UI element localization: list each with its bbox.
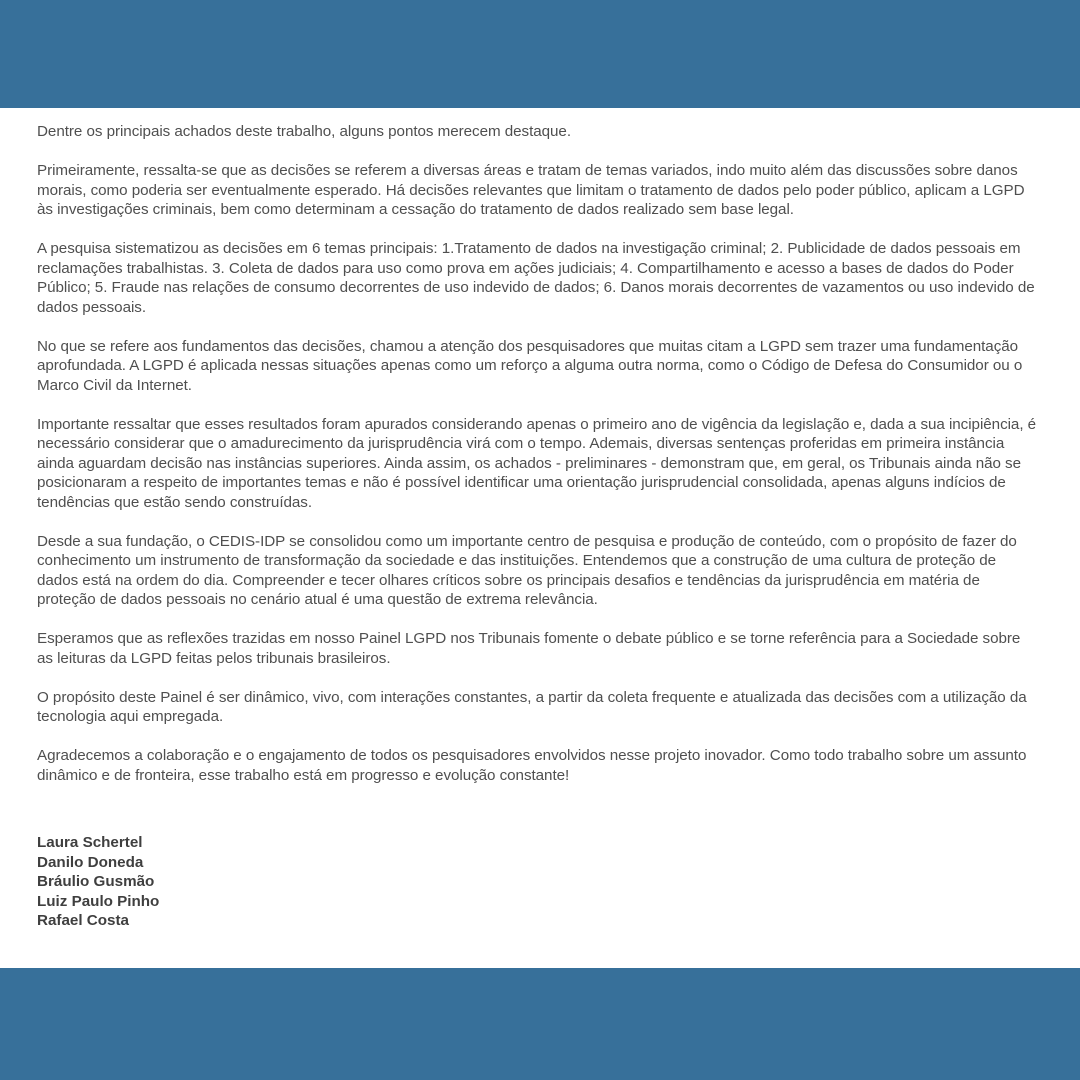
paragraph-hopes: Esperamos que as reflexões trazidas em nosso Painel LGPD nos Tribunais fomente o debate público e se torne referência para a Sociedade sobre as leituras da LGPD feitas pelos tribunais brasileiros. <box>37 630 1021 667</box>
signature-block <box>37 833 1040 931</box>
paragraph-fundamentals: No que se refere aos fundamentos das decisões, chamou a atenção dos pesquisadores que muitas citam a LGPD sem trazer uma fundamentação aprofundada. A LGPD é aplicada nessas situações apenas como um reforço a alguma outra norma, como o Código de Defesa do Consumidor ou o Marco Civil da Internet. <box>37 337 1023 394</box>
paragraph-areas: Primeiramente, ressalta-se que as decisões se referem a diversas áreas e tratam de temas variados, indo muito além das discussões sobre danos morais, como poderia ser eventualmente esperado. Há decisões relevantes que limitam o tratamento de dados pelo poder público, aplicam a LGPD às investigações criminais, bem como determinam a cessação do tratamento de dados realizado sem base legal. <box>37 162 1025 218</box>
paragraph-results: Importante ressaltar que esses resultados foram apurados considerando apenas o primeiro ano de vigência da legislação e, dada a sua incipiência, é necessário considerar que o amadurecimento da jurisprudência virá com o tempo. Ademais, diversas sentenças proferidas em primeira instância ainda aguardam decisão nas instâncias superiores. Ainda assim, os achados - preliminares - demonstram que, em geral, os Tribunais ainda não se posicionaram a respeito de importantes temas e não é possível identificar uma orientação jurisprudencial consolidada, apenas alguns indícios de tendências que estão sendo construídas. <box>37 415 1037 511</box>
signer-name: Luiz Paulo Pinho <box>37 892 160 910</box>
paragraph-themes: A pesquisa sistematizou as decisões em 6 temas principais: 1.Tratamento de dados na investigação criminal; 2. Publicidade de dados pessoais em reclamações trabalhistas. 3. Coleta de dados para uso como prova em ações judiciais; 4. Compartilhamento e acesso a bases de dados do Poder Público; 5. Fraude nas relações de consumo decorrentes de uso indevido de dados; 6. Danos morais decorrentes de vazamentos ou uso indevido de dados pessoais. <box>37 240 1035 316</box>
document-page <box>0 108 1080 968</box>
paragraph-purpose: O propósito deste Painel é ser dinâmico, vivo, com interações constantes, a partir da coleta frequente e atualizada das decisões com a utilização da tecnologia aqui empregada. <box>37 688 1027 725</box>
paragraph-cedis: Desde a sua fundação, o CEDIS-IDP se consolidou como um importante centro de pesquisa e produção de conteúdo, com o propósito de fazer do conhecimento um instrumento de transformação da sociedade e das instituições. Entendemos que a construção de uma cultura de proteção de dados está na ordem do dia. Compreender e tecer olhares críticos sobre os principais desafios e tendências da jurisprudência em matéria de proteção de dados pessoais no cenário atual é uma questão de extrema relevância. <box>37 532 1017 608</box>
signer-name: Laura Schertel <box>37 834 143 851</box>
signer-name: Rafael Costa <box>37 912 130 930</box>
paragraph-intro: Dentre os principais achados deste trabalho, alguns pontos merecem destaque. <box>37 123 571 140</box>
signer-name: Bráulio Gusmão <box>37 873 155 891</box>
top-color-band <box>0 0 1080 108</box>
signer-name: Danilo Doneda <box>37 853 144 871</box>
paragraph-thanks: Agradecemos a colaboração e o engajamento de todos os pesquisadores envolvidos nesse projeto inovador. Como todo trabalho sobre um assunto dinâmico e de fronteira, esse trabalho está em progresso e evolução constante! <box>37 747 1027 784</box>
bottom-color-band <box>0 968 1080 1080</box>
